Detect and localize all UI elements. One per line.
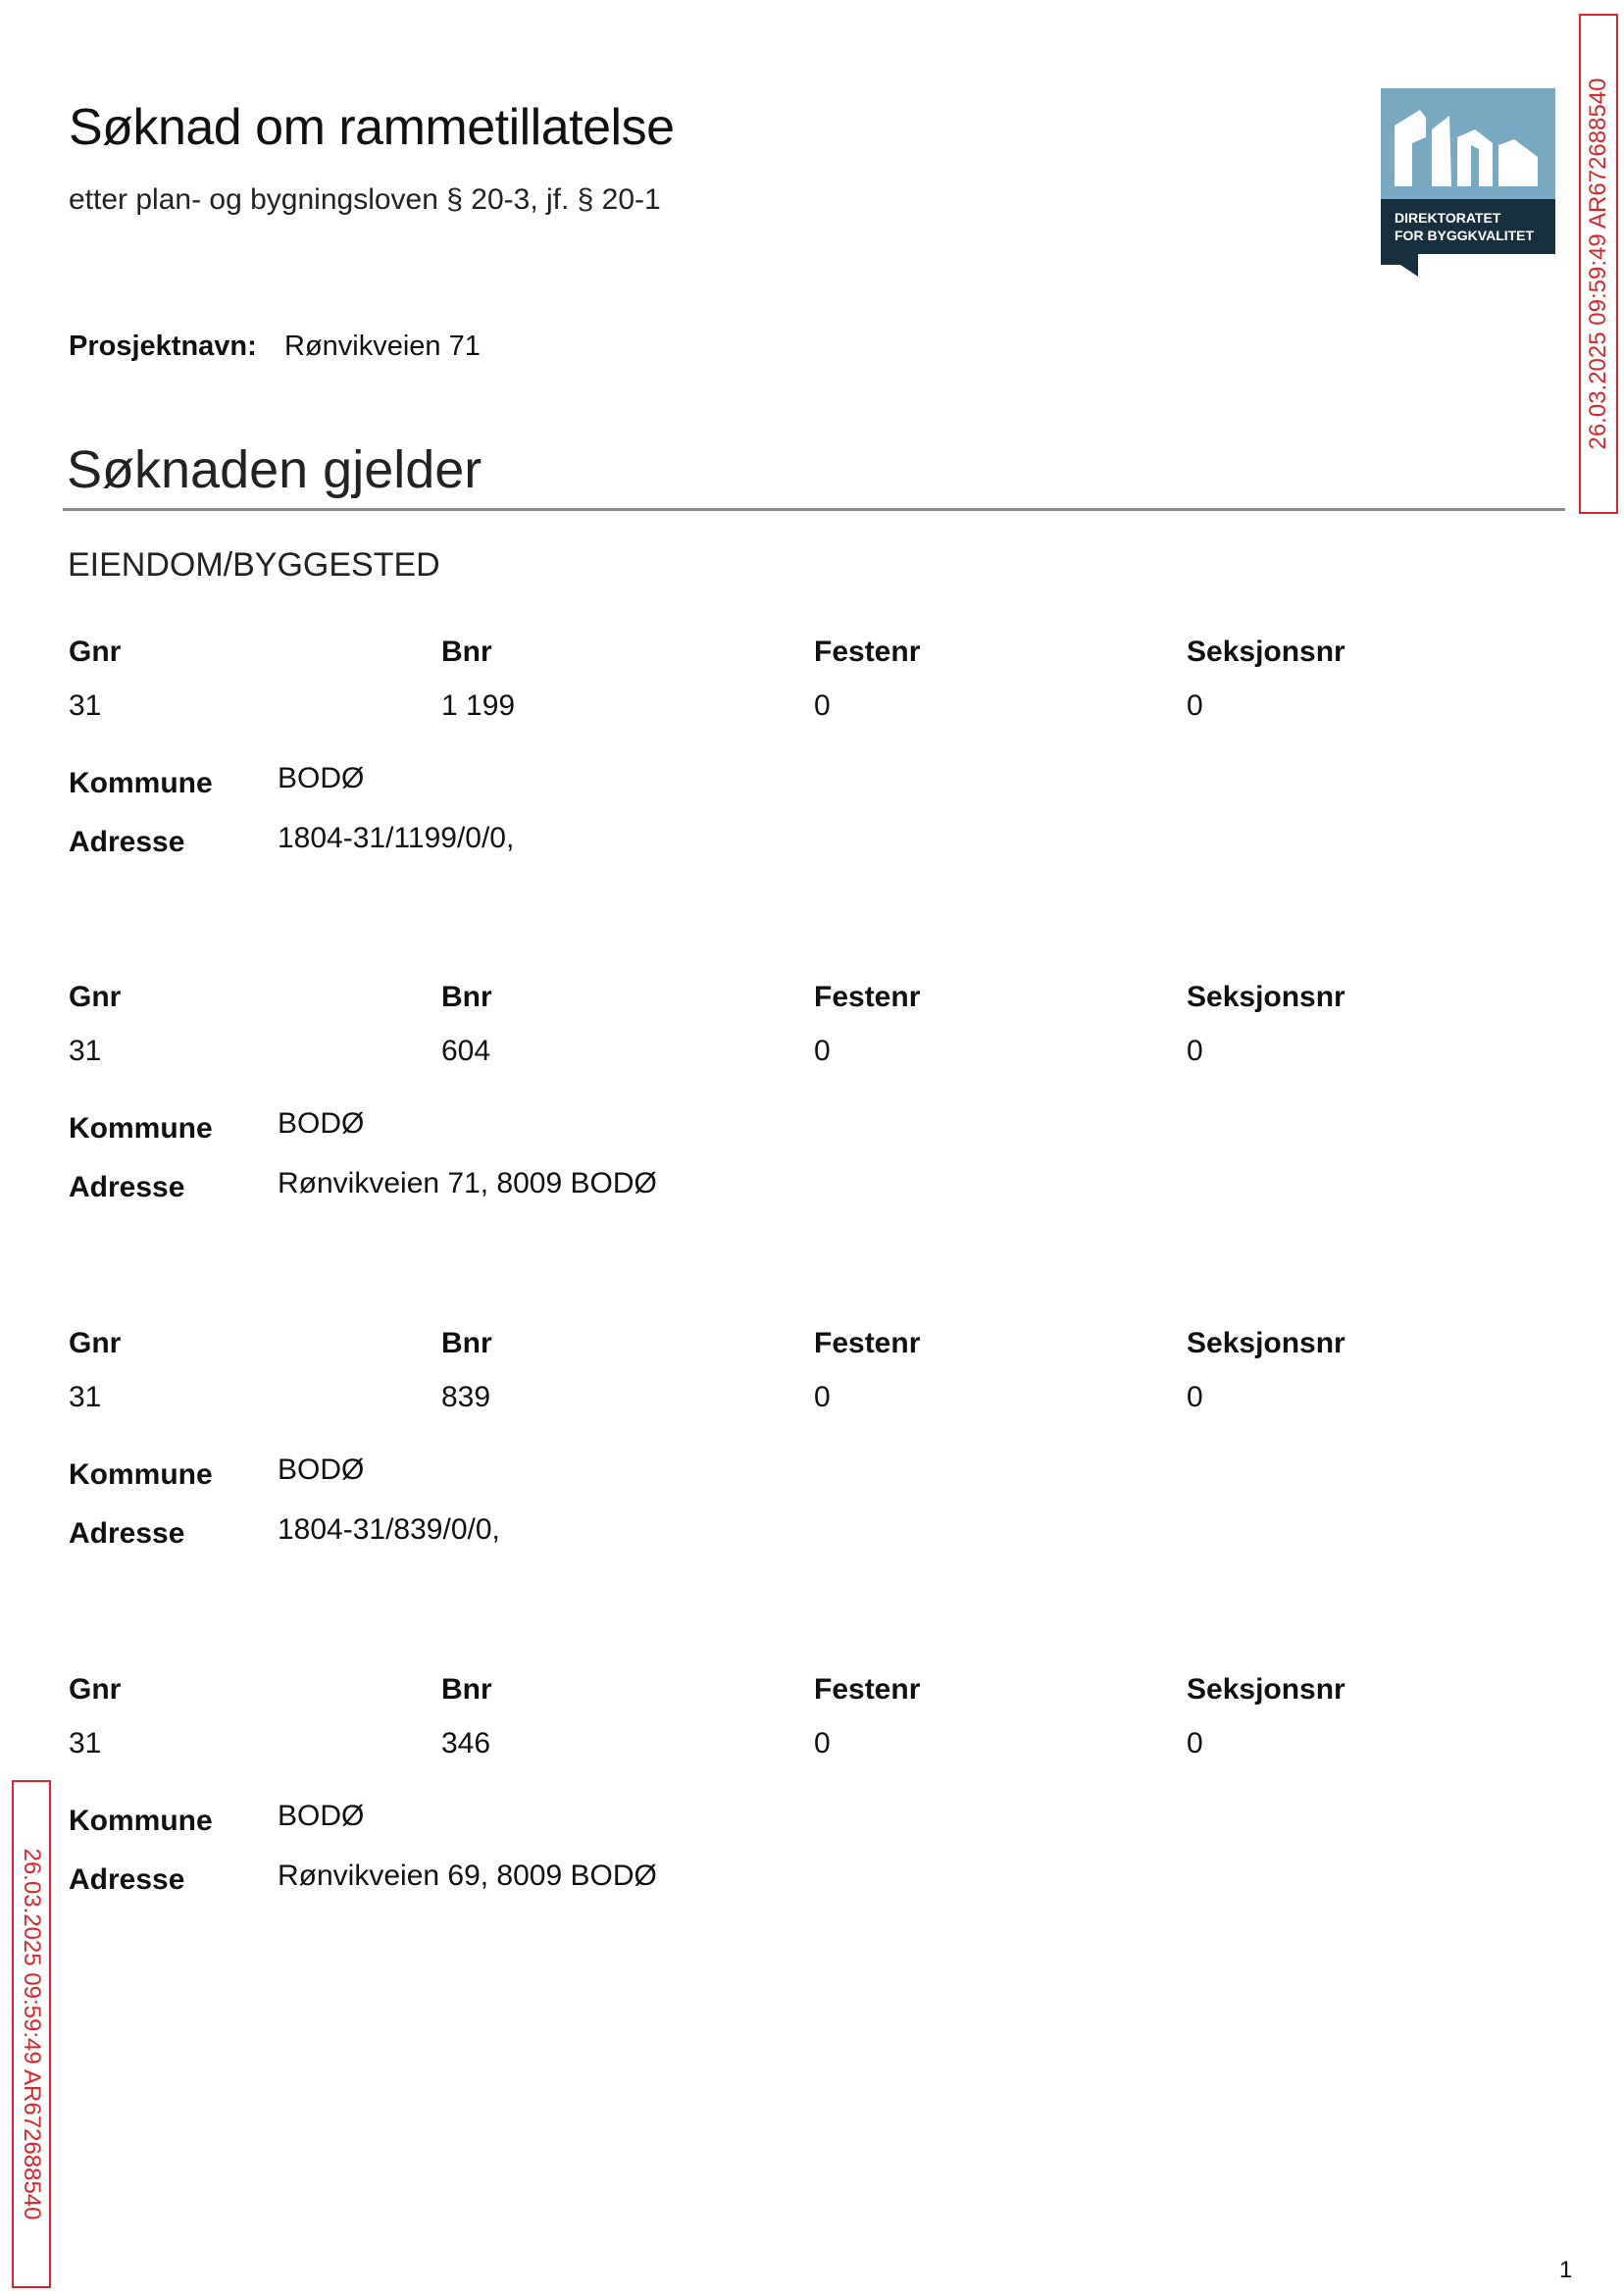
adresse-label: Adresse: [69, 826, 185, 858]
project-label: Prosjektnavn:: [69, 331, 257, 362]
kommune-label: Kommune: [69, 1112, 213, 1145]
adresse-value: Rønvikveien 69, 8009 BODØ: [278, 1860, 657, 1892]
gnr-label: Gnr: [69, 636, 122, 668]
festenr-value: 0: [814, 1727, 831, 1759]
seksjonsnr-value: 0: [1187, 1381, 1203, 1413]
adresse-value: 1804-31/839/0/0,: [278, 1513, 500, 1546]
stamp-bottom-text: 26.03.2025 09:59:49 AR672688540: [19, 1848, 45, 2220]
festenr-value: 0: [814, 1381, 831, 1413]
bnr-value: 346: [441, 1727, 491, 1759]
seksjonsnr-label: Seksjonsnr: [1187, 1327, 1345, 1359]
property-block: [69, 1673, 1402, 1928]
logo-line-2: FOR BYGGKVALITET: [1395, 228, 1535, 243]
gnr-value: 31: [69, 1727, 102, 1759]
section-title: Søknaden gjelder: [67, 440, 482, 499]
kommune-label: Kommune: [69, 1805, 213, 1837]
kommune-label: Kommune: [69, 1458, 213, 1491]
subsection-title: EIENDOM/BYGGESTED: [68, 546, 440, 584]
page-number: 1: [1559, 2257, 1573, 2283]
document-subtitle: etter plan- og bygningsloven § 20-3, jf. § 20-1: [69, 183, 661, 216]
section-divider: [63, 508, 1565, 511]
stamp-top-text: 26.03.2025 09:59:49 AR672688540: [1585, 77, 1611, 450]
festenr-value: 0: [814, 1035, 831, 1067]
gnr-value: 31: [69, 689, 102, 722]
seksjonsnr-value: 0: [1187, 1035, 1203, 1067]
document-title: Søknad om rammetillatelse: [69, 99, 675, 156]
stamp-top: [1579, 14, 1618, 514]
dibk-logo: [1381, 88, 1555, 277]
adresse-label: Adresse: [69, 1517, 185, 1550]
seksjonsnr-value: 0: [1187, 689, 1203, 722]
kommune-value: BODØ: [278, 1107, 365, 1140]
seksjonsnr-label: Seksjonsnr: [1187, 1673, 1345, 1706]
gnr-label: Gnr: [69, 981, 122, 1013]
festenr-label: Festenr: [814, 1673, 921, 1706]
festenr-label: Festenr: [814, 636, 921, 668]
stamp-bottom: [12, 1780, 51, 2288]
bnr-label: Bnr: [441, 981, 492, 1013]
kommune-value: BODØ: [278, 762, 365, 794]
property-block: [69, 1327, 1402, 1582]
gnr-value: 31: [69, 1381, 102, 1413]
adresse-value: Rønvikveien 71, 8009 BODØ: [278, 1167, 657, 1199]
bnr-label: Bnr: [441, 1673, 492, 1706]
gnr-label: Gnr: [69, 1673, 122, 1706]
project-value: Rønvikveien 71: [284, 331, 481, 362]
festenr-value: 0: [814, 689, 831, 722]
seksjonsnr-value: 0: [1187, 1727, 1203, 1759]
kommune-value: BODØ: [278, 1453, 365, 1486]
bnr-value: 839: [441, 1381, 491, 1413]
gnr-value: 31: [69, 1035, 102, 1067]
property-block: [69, 981, 1402, 1236]
bnr-label: Bnr: [441, 1327, 492, 1359]
adresse-label: Adresse: [69, 1171, 185, 1203]
adresse-value: 1804-31/1199/0/0,: [278, 822, 515, 854]
adresse-label: Adresse: [69, 1863, 185, 1896]
kommune-value: BODØ: [278, 1800, 365, 1832]
festenr-label: Festenr: [814, 1327, 921, 1359]
festenr-label: Festenr: [814, 981, 921, 1013]
logo-line-1: DIREKTORATET: [1395, 210, 1501, 226]
bnr-label: Bnr: [441, 636, 492, 668]
gnr-label: Gnr: [69, 1327, 122, 1359]
seksjonsnr-label: Seksjonsnr: [1187, 636, 1345, 668]
kommune-label: Kommune: [69, 767, 213, 799]
project-row: [69, 331, 481, 363]
bnr-value: 604: [441, 1035, 491, 1067]
bnr-value: 1 199: [441, 689, 516, 722]
property-block: [69, 636, 1402, 891]
seksjonsnr-label: Seksjonsnr: [1187, 981, 1345, 1013]
